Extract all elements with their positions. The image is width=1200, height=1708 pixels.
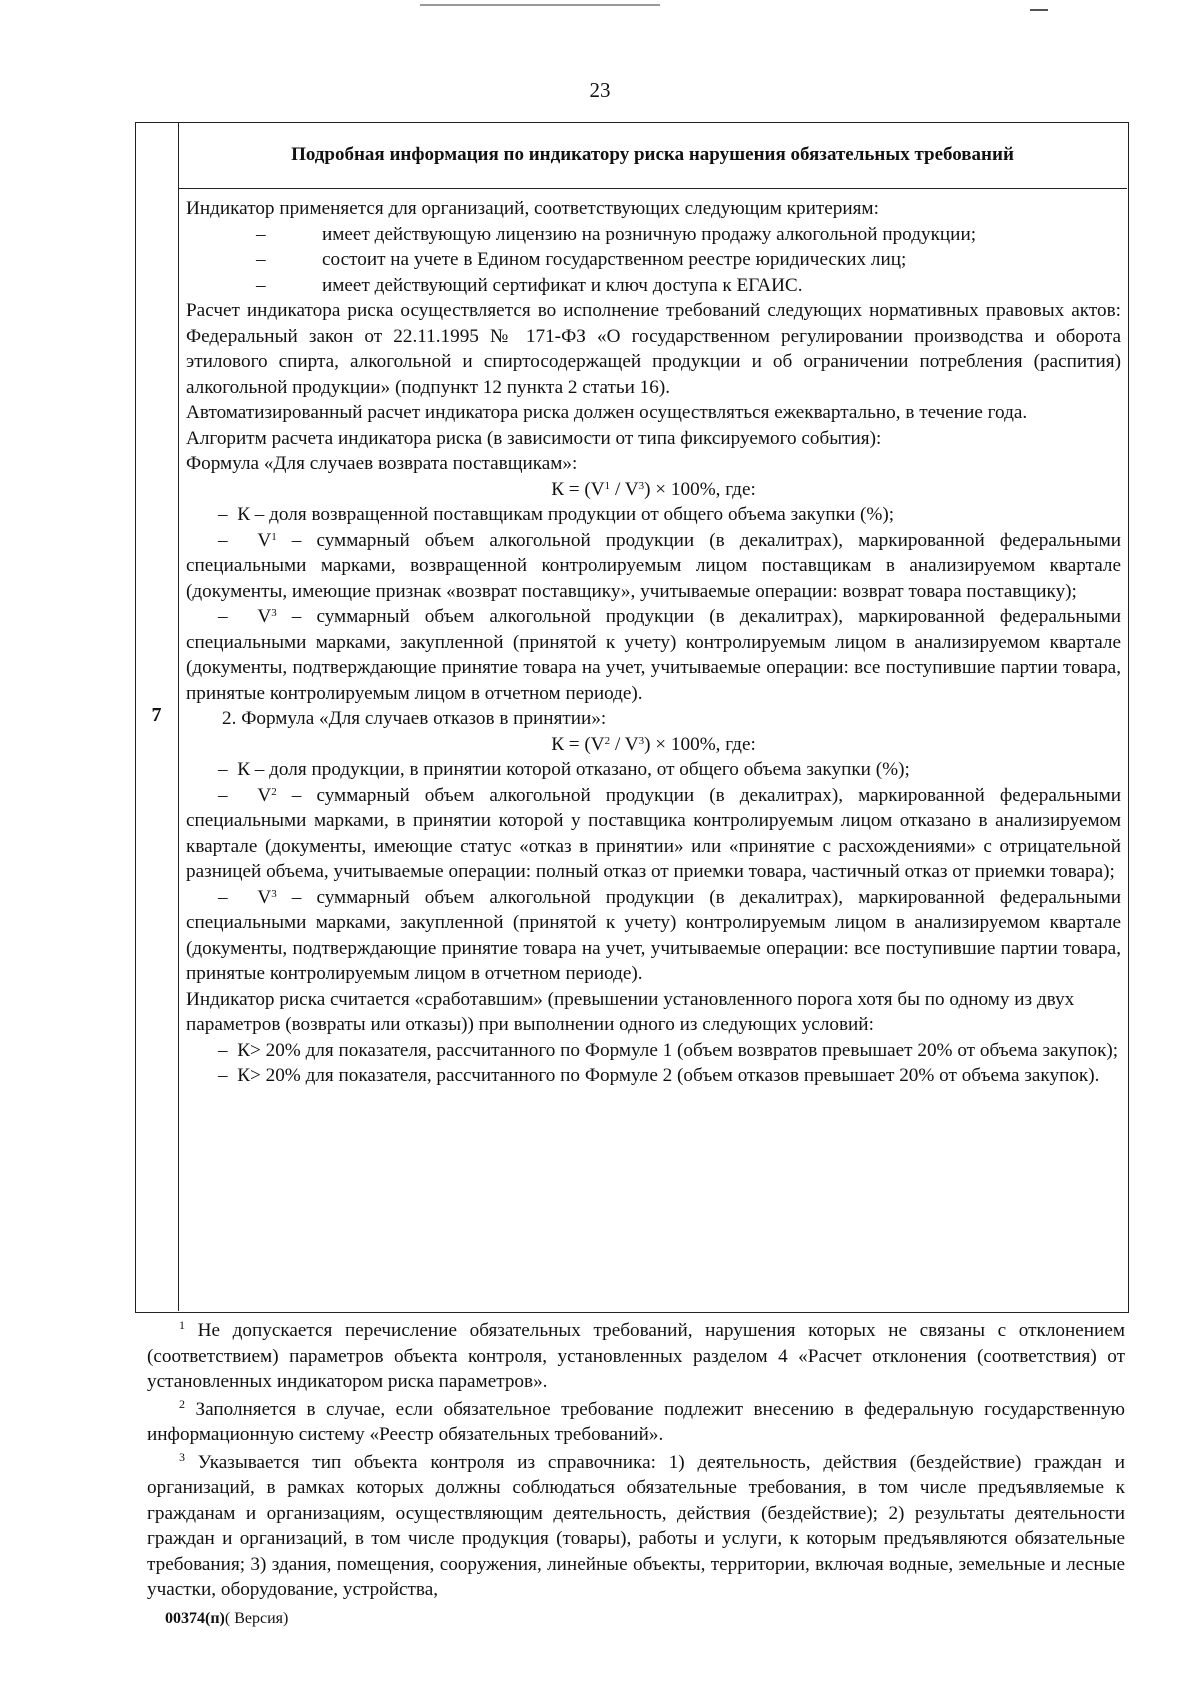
footnote-1: $^1$ Не допускается перечисление обязательных требований, нарушения которых не связаны с отклонением (соответствием) параметров объекта контроля, установленных разделом 4 «Расчет отклонения (соответствия) от установленных индикатором риска параметров». — [147, 1318, 1125, 1392]
formula2-v3-definition: – $V^3$ – суммарный объем алкогольной продукции (в декалитрах), маркированной федеральными специальными марками, закупленной (принятой к учету) контролируемым лицом в анализируемом квартале (документы, подтверждающие принятие товара на учет, учитываемые операции: все поступившие партии товара, принятые контролируемым лицом в отчетном периоде). — [186, 886, 1121, 984]
algorithm-text: Алгоритм расчета индикатора риска (в зависимости от типа фиксируемого события): — [186, 427, 882, 449]
criteria-item — [186, 247, 1121, 273]
legal-basis-text: Расчет индикатора риска осуществляется во исполнение требований следующих нормативных правовых актов: Федеральный закон от 22.11.1995 № 171-ФЗ «О государственном регулировании производства и оборота этилового спирта, алкогольной и спиртосодержащей продукции и об ограничении потребления (распития) алкогольной продукции» (подпункт 12 пункта 2 статьи 16). — [186, 300, 1121, 398]
formula2-v2-definition: – $V^2$ – суммарный объем алкогольной продукции (в декалитрах), маркированной федеральными специальными марками, в принятии которой у поставщика контролируемым лицом отказано в анализируемом квартале (документы, имеющие статус «отказ в принятии» или «принятие с расхождениями» с отрицательной разницей объема, учитываемые операции: полный отказ от приемки товара, частичный отказ от приемки товара); — [186, 784, 1121, 882]
criteria-text: имеет действующую лицензию на розничную продажу алкогольной продукции; — [322, 223, 977, 245]
footnotes — [147, 1318, 1125, 1605]
page-number: 23 — [589, 78, 611, 102]
footnote-2: $^2$ Заполняется в случае, если обязательное требование подлежит внесению в федеральную государственную информационную систему «Реестр обязательных требований». — [147, 1396, 1125, 1445]
row-number-cell — [135, 122, 179, 1311]
dash-bullet: – — [256, 274, 266, 296]
criteria-item — [186, 222, 1121, 248]
formula2-title: 2. Формула «Для случаев отказов в принятии»: — [222, 708, 607, 729]
formula1-k-definition: – К – доля возвращенной поставщикам продукции от общего объема закупки (%); — [218, 504, 895, 525]
table-header-cell — [178, 122, 1127, 189]
dash-bullet: – — [256, 249, 266, 270]
scan-artifact — [1030, 9, 1048, 11]
formula2-k-definition: – К – доля продукции, в принятии которой отказано, от общего объема закупки (%); — [218, 759, 910, 780]
criteria-text: состоит на учете в Едином государственном реестре юридических лиц; — [322, 249, 907, 270]
indicator-details — [186, 196, 1121, 1089]
scan-artifact — [420, 4, 660, 6]
formula1-v3-definition: – $V^3$ – суммарный объем алкогольной продукции (в декалитрах), маркированной федеральными специальными марками, закупленной (принятой к учету) контролируемым лицом в анализируемом квартале (документы, подтверждающие принятие товара на учет, учитываемые операции: все поступившие партии товара, принятые контролируемым лицом в отчетном периоде). — [186, 606, 1121, 704]
intro-text: Индикатор применяется для организаций, соответствующих следующим критериям: — [186, 198, 879, 219]
formula1-expression: $К = (V^1 / V^3) \times 100\%$, где: — [551, 478, 756, 500]
formula2-expression: $К = (V^2 / V^3) \times 100\%$, где: — [551, 733, 756, 755]
dash-bullet: – — [256, 223, 266, 245]
condition-1: – К> 20% для показателя, рассчитанного по Формуле 1 (объем возвратов превышает 20% от объема закупок); — [218, 1039, 1119, 1061]
condition-2: – К> 20% для показателя, рассчитанного по Формуле 2 (объем отказов превышает 20% от объема закупок). — [218, 1065, 1100, 1086]
row-number: 7 — [151, 704, 162, 726]
document-code: 00374(п)( Версия) — [165, 1610, 289, 1627]
table-header-title: Подробная информация по индикатору риска нарушения обязательных требований — [291, 144, 1014, 165]
criteria-text: имеет действующий сертификат и ключ доступа к ЕГАИС. — [322, 274, 803, 296]
automation-text: Автоматизированный расчет индикатора риска должен осуществляться ежеквартально, в течение года. — [186, 402, 1028, 423]
formula1-title: Формула «Для случаев возврата поставщикам»: — [186, 453, 578, 474]
trigger-condition-text: Индикатор риска считается «сработавшим» (превышении установленного порога хотя бы по одному из двух параметров (возвраты или отказы)) при выполнении одного из следующих условий: — [186, 988, 1075, 1035]
criteria-item — [186, 273, 1121, 299]
formula1-v1-definition: – $V^1$ – суммарный объем алкогольной продукции (в декалитрах), маркированной федеральными специальными марками, возвращенной контролируемым лицом поставщикам в анализируемом квартале (документы, имеющие признак «возврат поставщику», учитываемые операции: возврат товара поставщику); — [186, 529, 1121, 602]
footnote-3: $^3$ Указывается тип объекта контроля из справочника: 1) деятельность, действия (бездействие) граждан и организаций, в рамках которых должны соблюдаться обязательные требования, в том числе предъявляемые к гражданам и организациям, осуществляющим деятельность, действия (бездействие); 2) результаты деятельности граждан и организаций, в том числе продукция (товары), работы и услуги, к которым предъявляются обязательные требования; 3) здания, помещения, сооружения, линейные объекты, территории, включая водные, земельные и лесные участки, оборудование, устройства, — [147, 1449, 1125, 1600]
